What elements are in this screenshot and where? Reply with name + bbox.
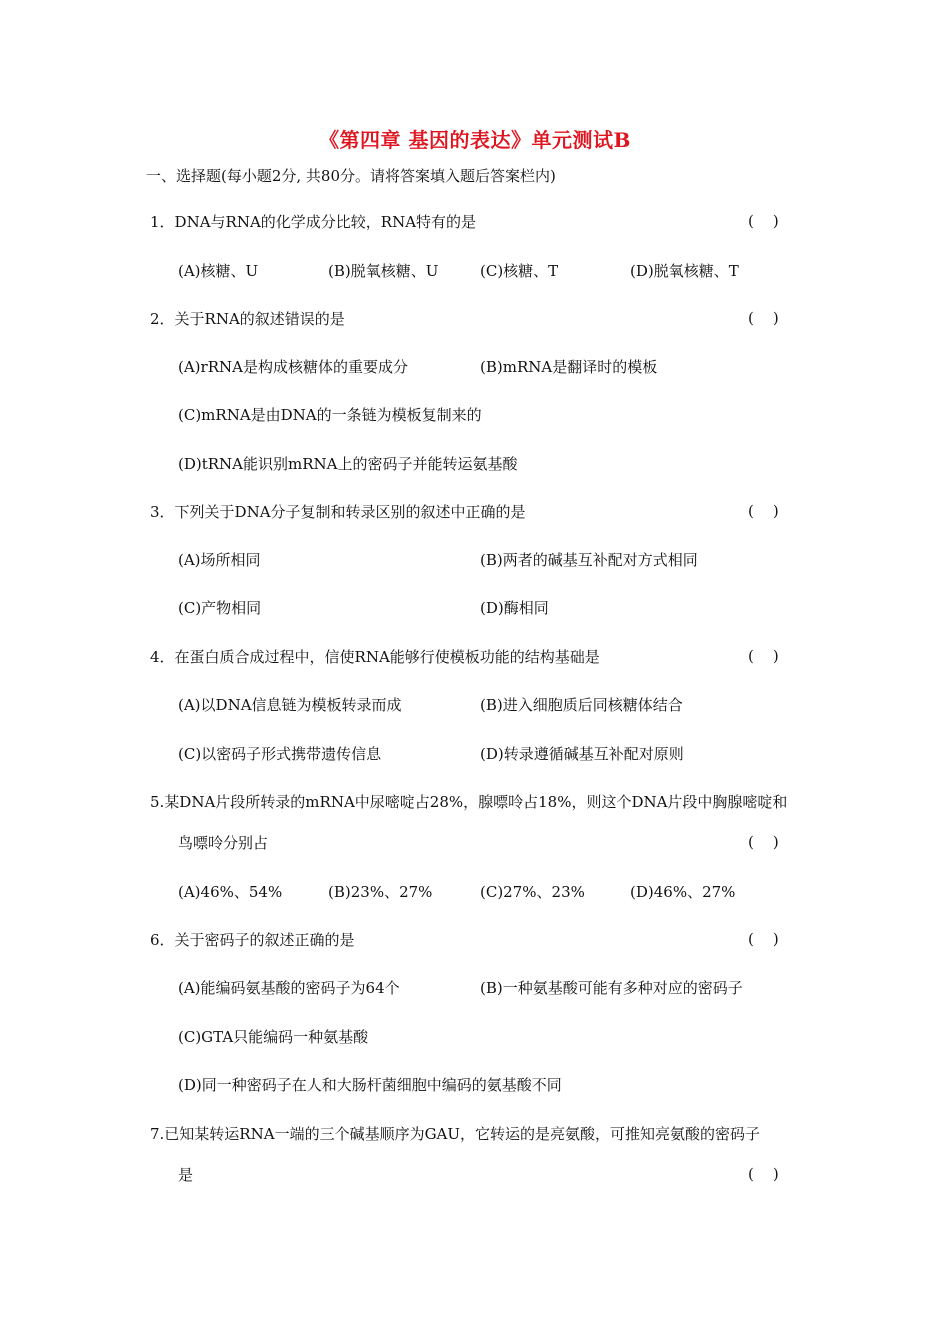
question-7-stem-cont: 是 — [178, 1166, 194, 1184]
answer-blank-4: ( ) — [748, 647, 779, 665]
q5-option-d: (D)46%、27% — [630, 883, 736, 901]
question-4-stem: 4．在蛋白质合成过程中，信使RNA能够行使模板功能的结构基础是 — [150, 648, 600, 666]
q6-option-d: (D)同一种密码子在人和大肠杆菌细胞中编码的氨基酸不同 — [178, 1076, 562, 1094]
q2-option-d: (D)tRNA能识别mRNA上的密码子并能转运氨基酸 — [178, 455, 518, 473]
q4-option-b: (B)进入细胞质后同核糖体结合 — [480, 696, 683, 714]
answer-blank-5: ( ) — [748, 833, 779, 851]
q6-option-b: (B)一种氨基酸可能有多种对应的密码子 — [480, 979, 743, 997]
answer-blank-6: ( ) — [748, 930, 779, 948]
q6-option-c: (C)GTA只能编码一种氨基酸 — [178, 1028, 369, 1046]
question-7-stem: 7.已知某转运RNA一端的三个碱基顺序为GAU，它转运的是亮氨酸，可推知亮氨酸的密码子 — [150, 1125, 761, 1143]
question-2-stem: 2．关于RNA的叙述错误的是 — [150, 310, 345, 328]
q5-option-a: (A)46%、54% — [178, 883, 283, 901]
q3-option-b: (B)两者的碱基互补配对方式相同 — [480, 551, 698, 569]
answer-blank-3: ( ) — [748, 502, 779, 520]
section-heading: 一、选择题(每小题2分, 共80分。请将答案填入题后答案栏内) — [146, 167, 556, 185]
question-5-stem: 5.某DNA片段所转录的mRNA中尿嘧啶占28%，腺嘌呤占18%，则这个DNA片段中胸腺嘧啶和 — [150, 793, 788, 811]
answer-blank-2: ( ) — [748, 309, 779, 327]
q3-option-d: (D)酶相同 — [480, 599, 549, 617]
q3-option-c: (C)产物相同 — [178, 599, 262, 617]
answer-blank-7: ( ) — [748, 1165, 779, 1183]
q2-option-b: (B)mRNA是翻译时的模板 — [480, 358, 658, 376]
q5-option-c: (C)27%、23% — [480, 883, 585, 901]
q2-option-c: (C)mRNA是由DNA的一条链为模板复制来的 — [178, 406, 482, 424]
q4-option-d: (D)转录遵循碱基互补配对原则 — [480, 745, 684, 763]
q2-option-a: (A)rRNA是构成核糖体的重要成分 — [178, 358, 408, 376]
q5-option-b: (B)23%、27% — [328, 883, 433, 901]
question-1-stem: 1．DNA与RNA的化学成分比较，RNA特有的是 — [150, 213, 477, 231]
answer-blank-1: ( ) — [748, 212, 779, 230]
question-5-stem-cont: 鸟嘌呤分别占 — [178, 834, 269, 852]
question-3-stem: 3．下列关于DNA分子复制和转录区别的叙述中正确的是 — [150, 503, 526, 521]
question-6-stem: 6．关于密码子的叙述正确的是 — [150, 931, 355, 949]
q4-option-a: (A)以DNA信息链为模板转录而成 — [178, 696, 402, 714]
q6-option-a: (A)能编码氨基酸的密码子为64个 — [178, 979, 400, 997]
q1-option-a: (A)核糖、U — [178, 262, 259, 280]
q3-option-a: (A)场所相同 — [178, 551, 261, 569]
q1-option-b: (B)脱氧核糖、U — [328, 262, 439, 280]
page-title: 《第四章 基因的表达》单元测试B — [319, 128, 631, 152]
q1-option-c: (C)核糖、T — [480, 262, 559, 280]
q4-option-c: (C)以密码子形式携带遗传信息 — [178, 745, 382, 763]
q1-option-d: (D)脱氧核糖、T — [630, 262, 739, 280]
